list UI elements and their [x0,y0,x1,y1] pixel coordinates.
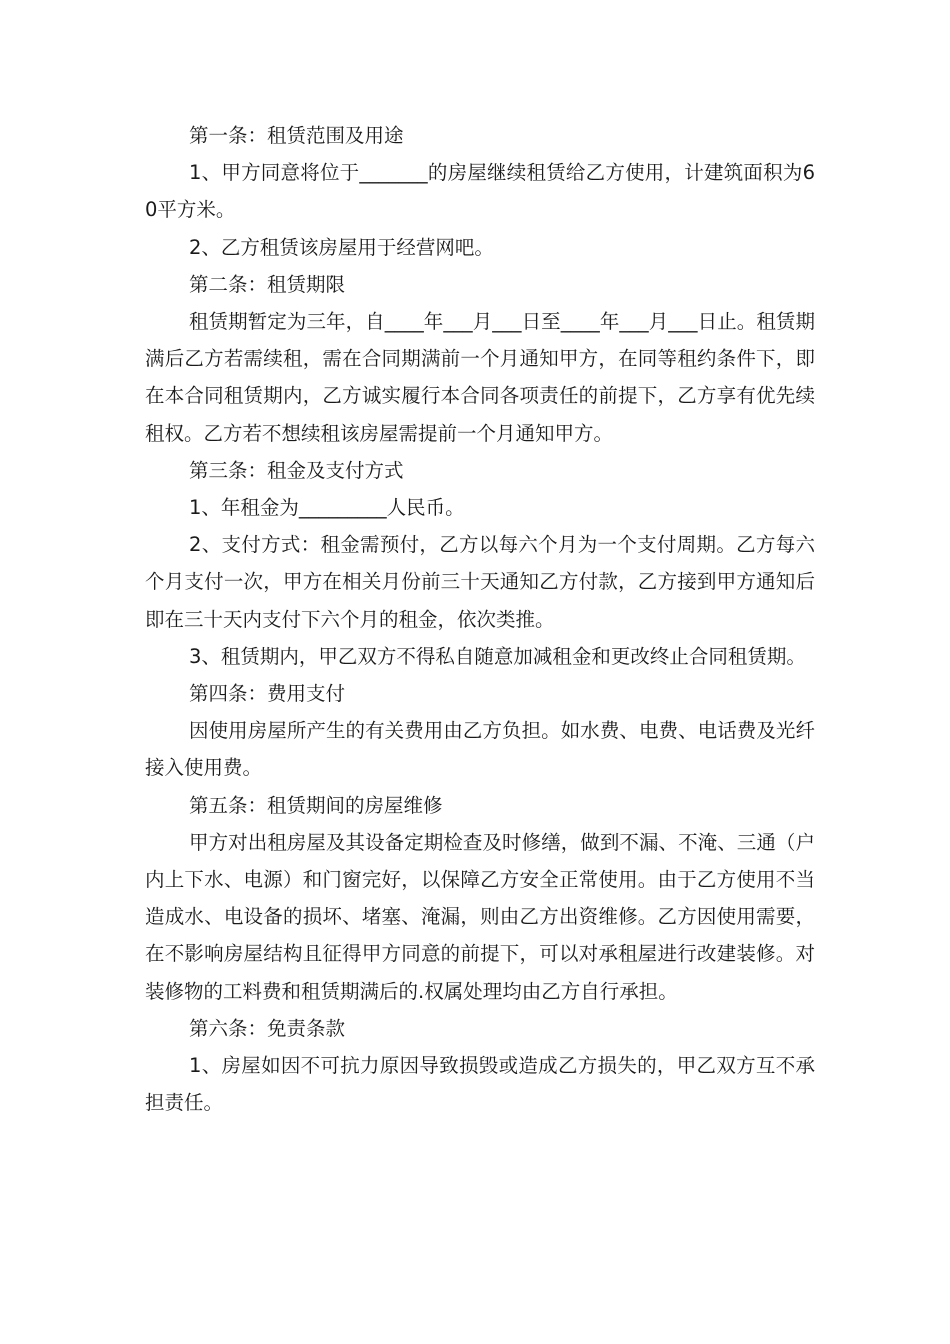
article-5-heading: 第五条：租赁期间的房屋维修 [189,793,443,817]
article-3-item-2: 2、支付方式：租金需预付，乙方以每六个月为一个支付周期。乙方每六个月支付一次，甲方在相关月份前三十天通知乙方付款，乙方接到甲方通知后即在三十天内支付下六个月的租金，依次类推。 [145,533,815,631]
article-6-heading: 第六条：免责条款 [189,1016,346,1040]
article-3-heading: 第三条：租金及支付方式 [189,458,404,482]
contract-page [145,117,815,1121]
article-1-item-1: 1、甲方同意将位于_______的房屋继续租赁给乙方使用，计建筑面积为60平方米。 [145,161,815,222]
article-4-heading: 第四条：费用支付 [189,682,346,706]
article-5-body: 甲方对出租房屋及其设备定期检查及时修缮，做到不漏、不淹、三通（户内上下水、电源）和门窗完好，以保障乙方安全正常使用。由于乙方使用不当造成水、电设备的损坏、堵塞、淹漏，则由乙方出资维修。乙方因使用需要，在不影响房屋结构且征得甲方同意的前提下，可以对承租屋进行改建装修。对装修物的工料费和租赁期满后的.权属处理均由乙方自行承担。 [145,830,815,1003]
article-3-item-1: 1、年租金为_________人民币。 [189,496,465,520]
article-6-item-1: 1、房屋如因不可抗力原因导致损毁或造成乙方损失的，甲乙双方互不承担责任。 [145,1054,815,1115]
article-4-body: 因使用房屋所产生的有关费用由乙方负担。如水费、电费、电话费及光纤接入使用费。 [145,719,815,780]
article-1-item-2: 2、乙方租赁该房屋用于经营网吧。 [189,235,494,259]
article-2-body: 租赁期暂定为三年，自____年___月___日至____年___月___日止。租赁期满后乙方若需续租，需在合同期满前一个月通知甲方，在同等租约条件下，即在本合同租赁期内，乙方诚实履行本合同各项责任的前提下，乙方享有优先续租权。乙方若不想续租该房屋需提前一个月通知甲方。 [145,310,815,445]
article-1-heading: 第一条：租赁范围及用途 [189,124,404,147]
article-2-heading: 第二条：租赁期限 [189,272,346,296]
article-3-item-3: 3、租赁期内，甲乙双方不得私自随意加减租金和更改终止合同租赁期。 [189,644,806,668]
